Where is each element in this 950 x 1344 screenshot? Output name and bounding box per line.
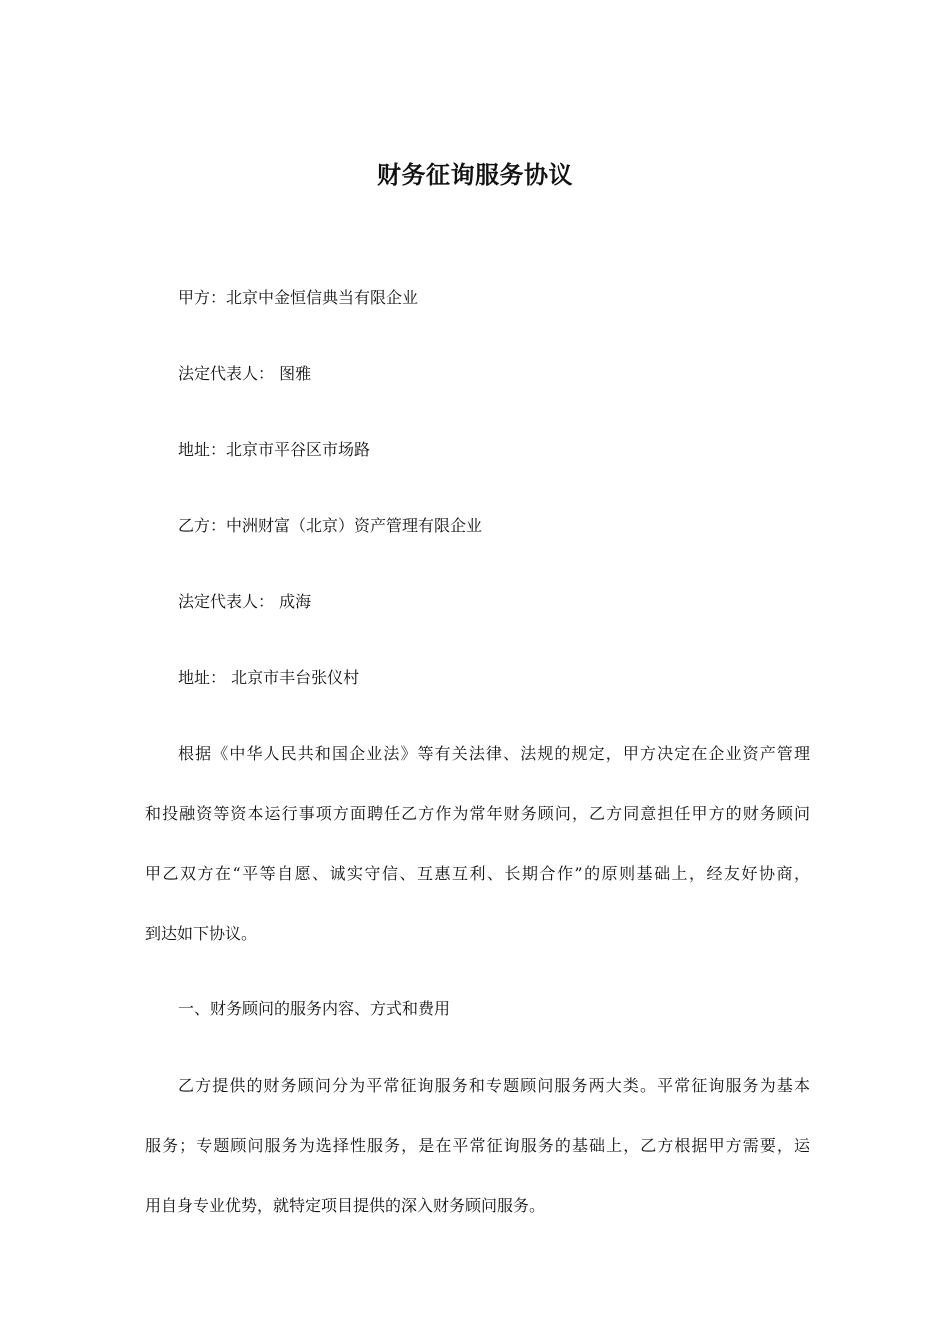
party-b-name: 乙方：中洲财富（北京）资产管理有限企业: [178, 516, 483, 535]
intro-line-3: 甲乙双方在“平等自愿、诚实守信、互惠互利、长期合作”的原则基础上，经友好协商，: [145, 864, 810, 883]
section1-line-2: 服务；专题顾问服务为选择性服务，是在平常征询服务的基础上，乙方根据甲方需要，运: [145, 1136, 810, 1155]
intro-line-1: 根据《中华人民共和国企业法》等有关法律、法规的规定，甲方决定在企业资产管理: [178, 744, 810, 763]
party-b-representative: 法定代表人： 成海: [178, 592, 312, 611]
party-a-address: 地址：北京市平谷区市场路: [178, 440, 371, 459]
section1-line-1: 乙方提供的财务顾问分为平常征询服务和专题顾问服务两大类。平常征询服务为基本: [178, 1076, 810, 1095]
intro-line-2: 和投融资等资本运行事项方面聘任乙方作为常年财务顾问，乙方同意担任甲方的财务顾问: [145, 804, 810, 823]
section1-heading: 一、财务顾问的服务内容、方式和费用: [178, 999, 451, 1018]
party-a-name: 甲方：北京中金恒信典当有限企业: [178, 288, 419, 307]
document-title: 财务征询服务协议: [377, 161, 573, 189]
party-a-representative: 法定代表人： 图雅: [178, 364, 312, 383]
section1-line-3: 用自身专业优势，就特定项目提供的深入财务顾问服务。: [145, 1196, 546, 1215]
intro-line-4: 到达如下协议。: [145, 924, 258, 943]
party-b-address: 地址： 北京市丰台张仪村: [178, 668, 360, 687]
